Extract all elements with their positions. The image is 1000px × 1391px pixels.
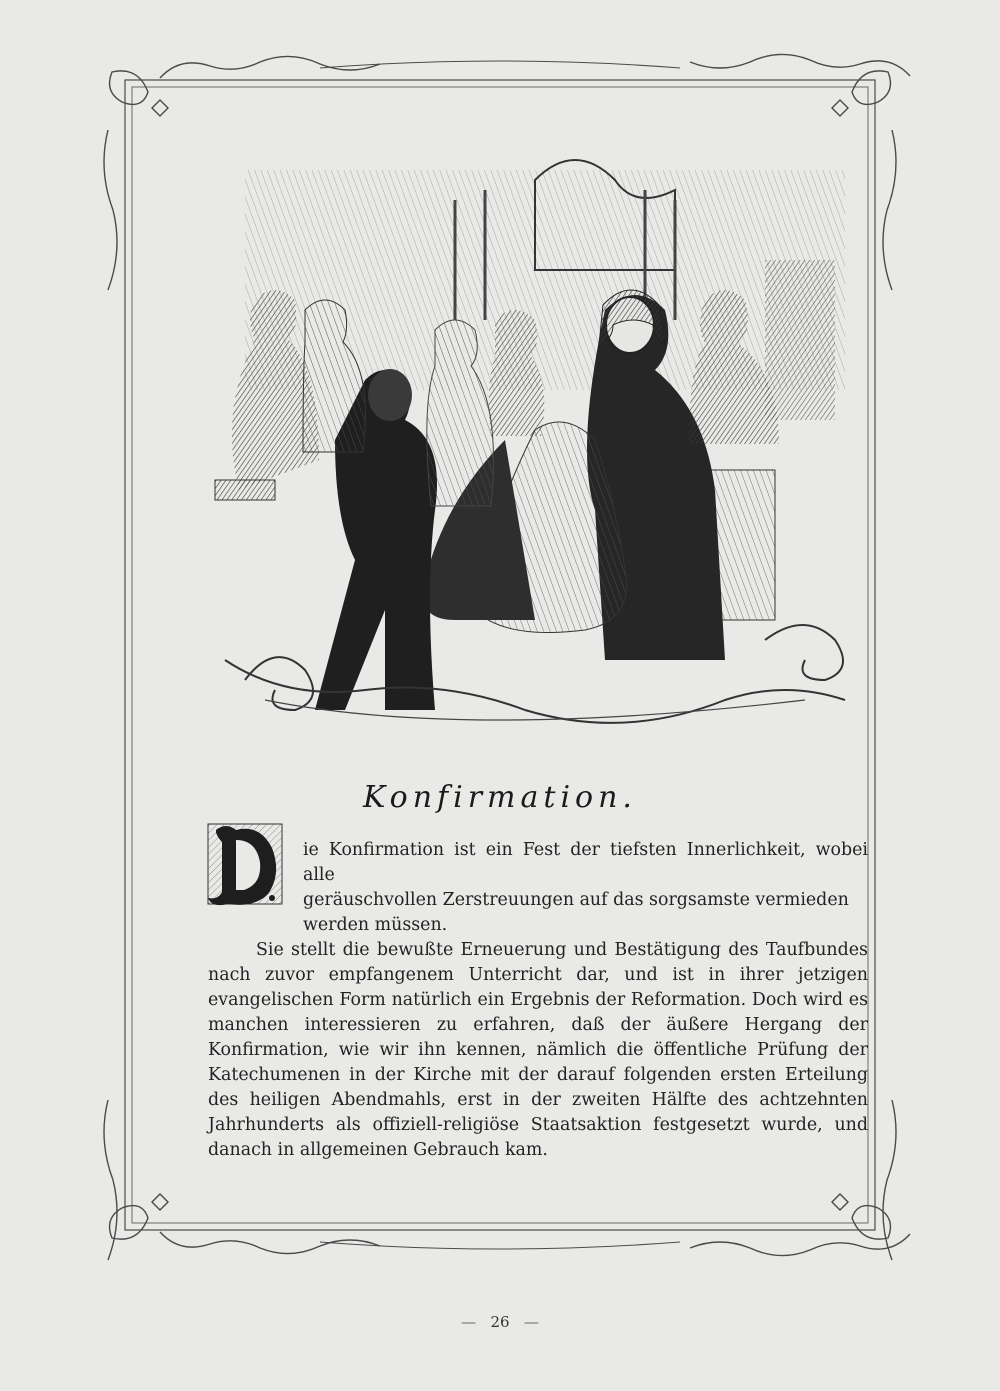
- confirmation-illustration: [205, 140, 865, 730]
- page-number: 26: [490, 1313, 510, 1331]
- paragraph-1: [208, 838, 868, 938]
- body-text: [208, 838, 868, 1163]
- paragraph-1-line-1: ie Konfirmation ist ein Fest der tiefsten Innerlichkeit, wobei alle: [303, 840, 868, 885]
- paragraph-1-line-2: geräuschvollen Zerstreuungen auf das sorgsamste vermieden: [303, 890, 849, 910]
- page-title: Konfirmation.: [363, 780, 637, 815]
- dash-right: —: [523, 1313, 539, 1331]
- dash-left: —: [461, 1313, 477, 1331]
- paragraph-2: Sie stellt die bewußte Erneuerung und Bestätigung des Taufbundes nach zuvor empfangenem Unterricht dar, und ist in ihrer jetzigen evangelischen Form natürlich ein Ergebnis der Reformation. Doch wird es manchen interessieren zu erfahren, daß der äußere Hergang der Konfirmation, wie wir ihn kennen, nämlich die öffentliche Prüfung der Katechumenen in der Kirche mit der darauf folgenden ersten Erteilung des heiligen Abendmahls, erst in der zweiten Hälfte des achtzehnten Jahrhunderts als offiziell-religiöse Staatsaktion festgesetzt wurde, und danach in allgemeinen Gebrauch kam.: [208, 940, 868, 1160]
- paragraph-1-line-3: werden müssen.: [303, 915, 448, 935]
- page-number-line: [0, 1313, 1000, 1331]
